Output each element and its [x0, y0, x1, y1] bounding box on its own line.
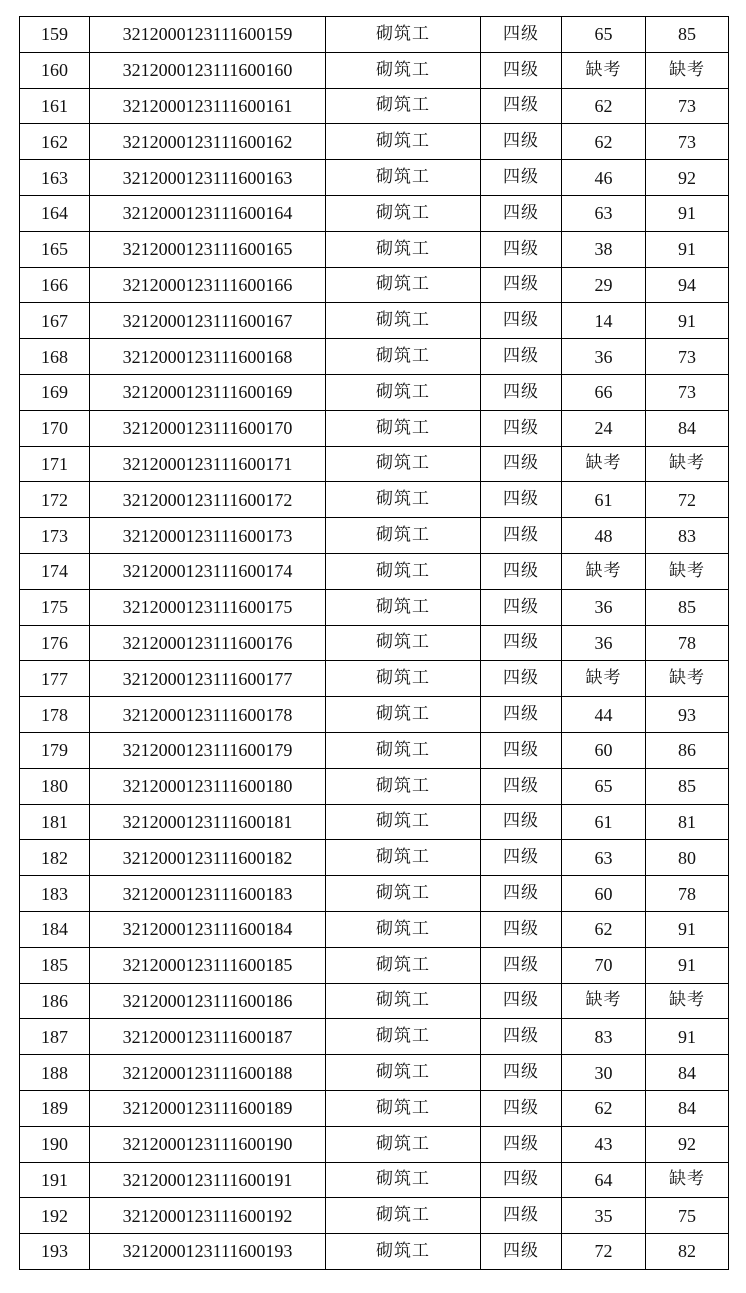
occupation-cell: 砌筑工	[326, 732, 481, 768]
row-number-cell: 161	[20, 88, 90, 124]
table-row	[20, 947, 729, 983]
ticket-number-cell: 3212000123111600183	[90, 876, 326, 912]
ticket-number-cell: 3212000123111600175	[90, 589, 326, 625]
row-number-cell: 182	[20, 840, 90, 876]
practical-score-cell: 92	[646, 160, 729, 196]
occupation-cell: 砌筑工	[326, 52, 481, 88]
theory-score-cell: 62	[562, 124, 646, 160]
level-cell: 四级	[481, 1126, 562, 1162]
table-row	[20, 482, 729, 518]
table-row	[20, 732, 729, 768]
level-cell: 四级	[481, 553, 562, 589]
row-number-cell: 193	[20, 1234, 90, 1270]
practical-score-cell: 86	[646, 732, 729, 768]
row-number-cell: 187	[20, 1019, 90, 1055]
practical-score-cell: 缺考	[646, 446, 729, 482]
row-number-cell: 171	[20, 446, 90, 482]
practical-score-cell: 91	[646, 947, 729, 983]
practical-score-cell: 93	[646, 697, 729, 733]
occupation-cell: 砌筑工	[326, 124, 481, 160]
level-cell: 四级	[481, 17, 562, 53]
theory-score-cell: 64	[562, 1162, 646, 1198]
occupation-cell: 砌筑工	[326, 518, 481, 554]
row-number-cell: 191	[20, 1162, 90, 1198]
row-number-cell: 175	[20, 589, 90, 625]
ticket-number-cell: 3212000123111600191	[90, 1162, 326, 1198]
occupation-cell: 砌筑工	[326, 911, 481, 947]
practical-score-cell: 84	[646, 410, 729, 446]
theory-score-cell: 36	[562, 625, 646, 661]
practical-score-cell: 92	[646, 1126, 729, 1162]
ticket-number-cell: 3212000123111600162	[90, 124, 326, 160]
table-row	[20, 267, 729, 303]
occupation-cell: 砌筑工	[326, 947, 481, 983]
occupation-cell: 砌筑工	[326, 303, 481, 339]
occupation-cell: 砌筑工	[326, 1234, 481, 1270]
theory-score-cell: 缺考	[562, 983, 646, 1019]
practical-score-cell: 缺考	[646, 661, 729, 697]
ticket-number-cell: 3212000123111600193	[90, 1234, 326, 1270]
occupation-cell: 砌筑工	[326, 482, 481, 518]
ticket-number-cell: 3212000123111600177	[90, 661, 326, 697]
table-row	[20, 231, 729, 267]
occupation-cell: 砌筑工	[326, 446, 481, 482]
row-number-cell: 160	[20, 52, 90, 88]
occupation-cell: 砌筑工	[326, 1162, 481, 1198]
theory-score-cell: 65	[562, 768, 646, 804]
practical-score-cell: 85	[646, 589, 729, 625]
level-cell: 四级	[481, 374, 562, 410]
practical-score-cell: 91	[646, 1019, 729, 1055]
theory-score-cell: 30	[562, 1055, 646, 1091]
ticket-number-cell: 3212000123111600174	[90, 553, 326, 589]
occupation-cell: 砌筑工	[326, 88, 481, 124]
level-cell: 四级	[481, 661, 562, 697]
table-row	[20, 1055, 729, 1091]
table-row	[20, 374, 729, 410]
theory-score-cell: 14	[562, 303, 646, 339]
theory-score-cell: 60	[562, 732, 646, 768]
theory-score-cell: 70	[562, 947, 646, 983]
ticket-number-cell: 3212000123111600170	[90, 410, 326, 446]
theory-score-cell: 缺考	[562, 553, 646, 589]
row-number-cell: 185	[20, 947, 90, 983]
ticket-number-cell: 3212000123111600168	[90, 339, 326, 375]
theory-score-cell: 36	[562, 339, 646, 375]
table-row	[20, 1126, 729, 1162]
table-row	[20, 339, 729, 375]
row-number-cell: 184	[20, 911, 90, 947]
level-cell: 四级	[481, 1234, 562, 1270]
practical-score-cell: 81	[646, 804, 729, 840]
ticket-number-cell: 3212000123111600178	[90, 697, 326, 733]
level-cell: 四级	[481, 303, 562, 339]
ticket-number-cell: 3212000123111600185	[90, 947, 326, 983]
theory-score-cell: 35	[562, 1198, 646, 1234]
practical-score-cell: 83	[646, 518, 729, 554]
level-cell: 四级	[481, 947, 562, 983]
occupation-cell: 砌筑工	[326, 339, 481, 375]
table-row	[20, 876, 729, 912]
ticket-number-cell: 3212000123111600190	[90, 1126, 326, 1162]
row-number-cell: 188	[20, 1055, 90, 1091]
table-row	[20, 195, 729, 231]
practical-score-cell: 73	[646, 124, 729, 160]
level-cell: 四级	[481, 840, 562, 876]
theory-score-cell: 72	[562, 1234, 646, 1270]
occupation-cell: 砌筑工	[326, 983, 481, 1019]
ticket-number-cell: 3212000123111600182	[90, 840, 326, 876]
level-cell: 四级	[481, 1090, 562, 1126]
theory-score-cell: 缺考	[562, 446, 646, 482]
table-row	[20, 911, 729, 947]
practical-score-cell: 73	[646, 374, 729, 410]
row-number-cell: 178	[20, 697, 90, 733]
row-number-cell: 162	[20, 124, 90, 160]
occupation-cell: 砌筑工	[326, 410, 481, 446]
level-cell: 四级	[481, 983, 562, 1019]
practical-score-cell: 缺考	[646, 553, 729, 589]
theory-score-cell: 61	[562, 482, 646, 518]
table-row	[20, 1234, 729, 1270]
table-row	[20, 1019, 729, 1055]
ticket-number-cell: 3212000123111600187	[90, 1019, 326, 1055]
row-number-cell: 192	[20, 1198, 90, 1234]
theory-score-cell: 缺考	[562, 661, 646, 697]
row-number-cell: 177	[20, 661, 90, 697]
theory-score-cell: 缺考	[562, 52, 646, 88]
table-row	[20, 625, 729, 661]
level-cell: 四级	[481, 518, 562, 554]
table-row	[20, 17, 729, 53]
ticket-number-cell: 3212000123111600159	[90, 17, 326, 53]
practical-score-cell: 75	[646, 1198, 729, 1234]
ticket-number-cell: 3212000123111600192	[90, 1198, 326, 1234]
theory-score-cell: 65	[562, 17, 646, 53]
ticket-number-cell: 3212000123111600189	[90, 1090, 326, 1126]
row-number-cell: 166	[20, 267, 90, 303]
practical-score-cell: 缺考	[646, 52, 729, 88]
occupation-cell: 砌筑工	[326, 267, 481, 303]
row-number-cell: 173	[20, 518, 90, 554]
ticket-number-cell: 3212000123111600181	[90, 804, 326, 840]
ticket-number-cell: 3212000123111600179	[90, 732, 326, 768]
occupation-cell: 砌筑工	[326, 231, 481, 267]
practical-score-cell: 91	[646, 911, 729, 947]
level-cell: 四级	[481, 1055, 562, 1091]
occupation-cell: 砌筑工	[326, 1198, 481, 1234]
level-cell: 四级	[481, 732, 562, 768]
table-row	[20, 661, 729, 697]
practical-score-cell: 78	[646, 625, 729, 661]
ticket-number-cell: 3212000123111600184	[90, 911, 326, 947]
level-cell: 四级	[481, 697, 562, 733]
ticket-number-cell: 3212000123111600166	[90, 267, 326, 303]
table-row	[20, 160, 729, 196]
practical-score-cell: 80	[646, 840, 729, 876]
level-cell: 四级	[481, 589, 562, 625]
theory-score-cell: 63	[562, 195, 646, 231]
theory-score-cell: 61	[562, 804, 646, 840]
occupation-cell: 砌筑工	[326, 1019, 481, 1055]
table-row	[20, 697, 729, 733]
theory-score-cell: 46	[562, 160, 646, 196]
table-row	[20, 518, 729, 554]
theory-score-cell: 66	[562, 374, 646, 410]
level-cell: 四级	[481, 52, 562, 88]
level-cell: 四级	[481, 88, 562, 124]
table-row	[20, 88, 729, 124]
row-number-cell: 163	[20, 160, 90, 196]
occupation-cell: 砌筑工	[326, 160, 481, 196]
row-number-cell: 180	[20, 768, 90, 804]
ticket-number-cell: 3212000123111600186	[90, 983, 326, 1019]
level-cell: 四级	[481, 231, 562, 267]
theory-score-cell: 36	[562, 589, 646, 625]
row-number-cell: 168	[20, 339, 90, 375]
ticket-number-cell: 3212000123111600161	[90, 88, 326, 124]
level-cell: 四级	[481, 1019, 562, 1055]
row-number-cell: 165	[20, 231, 90, 267]
practical-score-cell: 94	[646, 267, 729, 303]
table-row	[20, 840, 729, 876]
table-row	[20, 303, 729, 339]
table-row	[20, 1090, 729, 1126]
table-row	[20, 1162, 729, 1198]
table-body	[20, 17, 729, 1270]
practical-score-cell: 84	[646, 1055, 729, 1091]
theory-score-cell: 62	[562, 88, 646, 124]
row-number-cell: 159	[20, 17, 90, 53]
table-row	[20, 983, 729, 1019]
level-cell: 四级	[481, 195, 562, 231]
practical-score-cell: 缺考	[646, 1162, 729, 1198]
occupation-cell: 砌筑工	[326, 625, 481, 661]
level-cell: 四级	[481, 768, 562, 804]
level-cell: 四级	[481, 911, 562, 947]
ticket-number-cell: 3212000123111600165	[90, 231, 326, 267]
row-number-cell: 179	[20, 732, 90, 768]
theory-score-cell: 62	[562, 911, 646, 947]
exam-results-table	[19, 16, 729, 1270]
occupation-cell: 砌筑工	[326, 589, 481, 625]
occupation-cell: 砌筑工	[326, 1090, 481, 1126]
practical-score-cell: 85	[646, 17, 729, 53]
occupation-cell: 砌筑工	[326, 1126, 481, 1162]
table-row	[20, 1198, 729, 1234]
level-cell: 四级	[481, 804, 562, 840]
occupation-cell: 砌筑工	[326, 876, 481, 912]
practical-score-cell: 缺考	[646, 983, 729, 1019]
occupation-cell: 砌筑工	[326, 697, 481, 733]
practical-score-cell: 91	[646, 303, 729, 339]
ticket-number-cell: 3212000123111600169	[90, 374, 326, 410]
row-number-cell: 164	[20, 195, 90, 231]
theory-score-cell: 83	[562, 1019, 646, 1055]
row-number-cell: 169	[20, 374, 90, 410]
level-cell: 四级	[481, 267, 562, 303]
theory-score-cell: 43	[562, 1126, 646, 1162]
level-cell: 四级	[481, 876, 562, 912]
level-cell: 四级	[481, 1198, 562, 1234]
theory-score-cell: 44	[562, 697, 646, 733]
theory-score-cell: 48	[562, 518, 646, 554]
table-row	[20, 553, 729, 589]
table-row	[20, 124, 729, 160]
table-row	[20, 446, 729, 482]
table-row	[20, 768, 729, 804]
occupation-cell: 砌筑工	[326, 374, 481, 410]
occupation-cell: 砌筑工	[326, 768, 481, 804]
practical-score-cell: 85	[646, 768, 729, 804]
ticket-number-cell: 3212000123111600180	[90, 768, 326, 804]
occupation-cell: 砌筑工	[326, 553, 481, 589]
ticket-number-cell: 3212000123111600173	[90, 518, 326, 554]
practical-score-cell: 91	[646, 195, 729, 231]
practical-score-cell: 78	[646, 876, 729, 912]
level-cell: 四级	[481, 124, 562, 160]
row-number-cell: 183	[20, 876, 90, 912]
occupation-cell: 砌筑工	[326, 661, 481, 697]
row-number-cell: 170	[20, 410, 90, 446]
level-cell: 四级	[481, 1162, 562, 1198]
level-cell: 四级	[481, 160, 562, 196]
theory-score-cell: 29	[562, 267, 646, 303]
ticket-number-cell: 3212000123111600171	[90, 446, 326, 482]
theory-score-cell: 24	[562, 410, 646, 446]
occupation-cell: 砌筑工	[326, 840, 481, 876]
occupation-cell: 砌筑工	[326, 195, 481, 231]
ticket-number-cell: 3212000123111600176	[90, 625, 326, 661]
theory-score-cell: 63	[562, 840, 646, 876]
occupation-cell: 砌筑工	[326, 17, 481, 53]
theory-score-cell: 62	[562, 1090, 646, 1126]
practical-score-cell: 84	[646, 1090, 729, 1126]
ticket-number-cell: 3212000123111600163	[90, 160, 326, 196]
table-row	[20, 410, 729, 446]
level-cell: 四级	[481, 446, 562, 482]
row-number-cell: 190	[20, 1126, 90, 1162]
level-cell: 四级	[481, 339, 562, 375]
table-row	[20, 52, 729, 88]
occupation-cell: 砌筑工	[326, 1055, 481, 1091]
level-cell: 四级	[481, 482, 562, 518]
practical-score-cell: 73	[646, 88, 729, 124]
row-number-cell: 174	[20, 553, 90, 589]
level-cell: 四级	[481, 410, 562, 446]
theory-score-cell: 38	[562, 231, 646, 267]
row-number-cell: 181	[20, 804, 90, 840]
row-number-cell: 172	[20, 482, 90, 518]
row-number-cell: 167	[20, 303, 90, 339]
row-number-cell: 186	[20, 983, 90, 1019]
ticket-number-cell: 3212000123111600160	[90, 52, 326, 88]
occupation-cell: 砌筑工	[326, 804, 481, 840]
level-cell: 四级	[481, 625, 562, 661]
ticket-number-cell: 3212000123111600164	[90, 195, 326, 231]
table-row	[20, 804, 729, 840]
row-number-cell: 189	[20, 1090, 90, 1126]
ticket-number-cell: 3212000123111600167	[90, 303, 326, 339]
theory-score-cell: 60	[562, 876, 646, 912]
practical-score-cell: 91	[646, 231, 729, 267]
table-row	[20, 589, 729, 625]
ticket-number-cell: 3212000123111600172	[90, 482, 326, 518]
practical-score-cell: 82	[646, 1234, 729, 1270]
ticket-number-cell: 3212000123111600188	[90, 1055, 326, 1091]
practical-score-cell: 72	[646, 482, 729, 518]
practical-score-cell: 73	[646, 339, 729, 375]
row-number-cell: 176	[20, 625, 90, 661]
